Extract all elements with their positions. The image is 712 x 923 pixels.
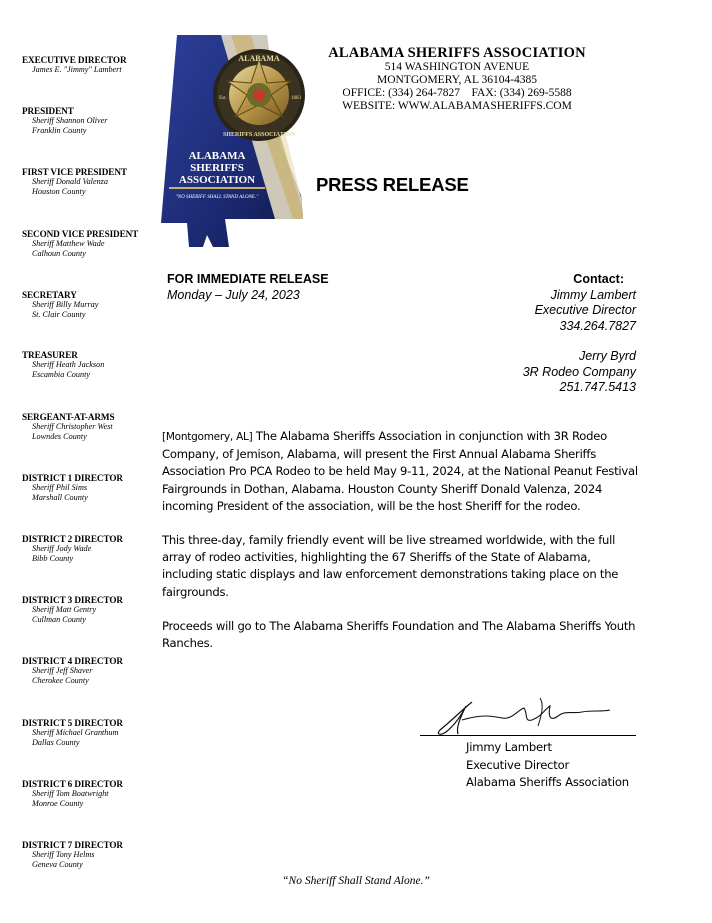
signature-line: [420, 735, 636, 736]
officer-county: Cherokee County: [32, 675, 89, 685]
officer-title: PRESIDENT: [22, 106, 74, 116]
officer-title: DISTRICT 3 DIRECTOR: [22, 595, 123, 605]
officer-title: TREASURER: [22, 350, 78, 360]
officer-entry: [22, 718, 172, 747]
officer-county: Cullman County: [32, 614, 86, 624]
officer-title: DISTRICT 5 DIRECTOR: [22, 718, 123, 728]
officer-entry: [22, 840, 172, 869]
signer-title: Executive Director: [466, 757, 570, 772]
officer-entry: [22, 473, 172, 502]
svg-text:SHERIFFS: SHERIFFS: [190, 162, 244, 174]
officer-county: Bibb County: [32, 553, 74, 563]
officer-county: St. Clair County: [32, 309, 86, 319]
officer-name: Sheriff Matthew Wade: [32, 239, 105, 248]
officer-title: DISTRICT 4 DIRECTOR: [22, 656, 123, 666]
officer-name: Sheriff Jeff Shaver: [32, 666, 93, 675]
officer-name: Sheriff Donald Valenza: [32, 177, 108, 186]
officer-county: Marshall County: [32, 492, 88, 502]
press-release-body: [162, 428, 642, 669]
contact-2-name: Jerry Byrd: [579, 349, 636, 363]
officer-name: Sheriff Shannon Oliver: [32, 116, 108, 125]
officer-name: Sheriff Billy Murray: [32, 300, 99, 309]
footer-motto: “No Sheriff Shall Stand Alone.”: [282, 875, 430, 887]
signer-organization: Alabama Sheriffs Association: [466, 775, 629, 789]
svg-text:SHERIFFS ASSOCIATION: SHERIFFS ASSOCIATION: [222, 132, 296, 138]
release-info: [167, 272, 329, 303]
paragraph-2: This three-day, family friendly event will be live streamed worldwide, with the full array of rodeo activities, highlighting the 67 Sheriffs of the State of Alabama, including static displays and law enforcement demonstrations taking place on the fairgrounds.: [162, 533, 619, 599]
officer-title: DISTRICT 7 DIRECTOR: [22, 840, 123, 850]
officer-name: Sheriff Heath Jackson: [32, 360, 105, 369]
sheriff-star-badge: [213, 49, 305, 141]
signer-name: Jimmy Lambert: [466, 740, 552, 754]
svg-text:Est.: Est.: [219, 96, 227, 101]
officer-entry: [22, 656, 172, 685]
contact-2-title: 3R Rodeo Company: [522, 364, 636, 379]
association-logo: [155, 33, 315, 259]
officer-entry: [22, 167, 172, 196]
officer-county: Dallas County: [32, 737, 80, 747]
officer-title: DISTRICT 2 DIRECTOR: [22, 534, 123, 544]
officer-entry: [22, 55, 172, 75]
officer-county: Escambia County: [32, 369, 90, 379]
address-line-1: 514 WASHINGTON AVENUE: [384, 61, 530, 73]
officer-county: Geneva County: [32, 859, 83, 869]
officer-entry: [22, 779, 172, 808]
signer-block: [466, 739, 629, 792]
address-line-2: MONTGOMERY, AL 36104-4385: [376, 74, 538, 86]
officer-county: Lowndes County: [32, 431, 87, 441]
officer-title: EXECUTIVE DIRECTOR: [22, 55, 127, 65]
release-label: FOR IMMEDIATE RELEASE: [167, 272, 329, 286]
handwritten-signature: [432, 696, 642, 738]
officer-county: Calhoun County: [32, 248, 86, 258]
officer-entry: [22, 350, 172, 379]
officer-name: Sheriff Christopher West: [32, 422, 113, 431]
contact-1-name: Jimmy Lambert: [550, 287, 636, 302]
website-line: WEBSITE: WWW.ALABAMASHERIFFS.COM: [342, 100, 572, 112]
phone-fax-line: OFFICE: (334) 264-7827 FAX: (334) 269-5588: [342, 87, 572, 99]
paragraph-1: [Montgomery, AL] The Alabama Sheriffs Association in conjunction with 3R Rodeo Company, of Jemison, Alabama, will present the First Annual Alabama Sheriffs Association Pro PCA Rodeo to be held May 9-11, 2024, at the National Peanut Festival Fairgrounds in Dothan, Alabama. Houston County Sheriff Donald Valenza, 2024 incoming President of the association, will be the host Sheriff for the rodeo.: [162, 429, 638, 513]
officer-name: Sheriff Michael Granthum: [32, 728, 119, 737]
svg-text:ASSOCIATION: ASSOCIATION: [178, 174, 256, 186]
contact-heading: Contact:: [573, 272, 624, 286]
officer-name: Sheriff Phil Sims: [32, 483, 88, 492]
svg-text:1883: 1883: [291, 96, 301, 101]
officer-entry: [22, 412, 172, 441]
release-date: Monday – July 24, 2023: [167, 287, 300, 302]
svg-text:ALABAMA: ALABAMA: [238, 54, 280, 63]
officer-name: Sheriff Tom Boatwright: [32, 789, 109, 798]
officer-entry: [22, 229, 172, 258]
paragraph-3: Proceeds will go to The Alabama Sheriffs Foundation and The Alabama Sheriffs Youth Ranches.: [162, 618, 636, 651]
contact-2-phone: 251.747.5413: [559, 380, 636, 394]
officer-county: Houston County: [32, 186, 86, 196]
officer-county: Franklin County: [32, 125, 87, 135]
contact-1-phone: 334.264.7827: [559, 318, 636, 333]
officer-entry: [22, 290, 172, 319]
officer-title: DISTRICT 1 DIRECTOR: [22, 473, 123, 483]
svg-text:ALABAMA: ALABAMA: [188, 150, 246, 162]
contact-1-title: Executive Director: [534, 303, 636, 317]
officer-title: SERGEANT-AT-ARMS: [22, 412, 115, 422]
officer-entry: [22, 534, 172, 563]
letterhead: [322, 45, 592, 113]
dateline: [Montgomery, AL]: [162, 431, 253, 443]
officer-name: Sheriff Tony Helms: [32, 850, 95, 859]
officer-entry: [22, 106, 172, 135]
officer-county: Monroe County: [32, 798, 84, 808]
officer-name: Sheriff Jody Wade: [32, 544, 92, 553]
officer-title: SECRETARY: [22, 290, 77, 300]
officer-entry: [22, 595, 172, 624]
press-release-title: PRESS RELEASE: [316, 174, 469, 195]
svg-text:"NO SHERIFF SHALL STAND ALONE.: "NO SHERIFF SHALL STAND ALONE.": [175, 195, 259, 200]
officer-title: DISTRICT 6 DIRECTOR: [22, 779, 123, 789]
organization-name: ALABAMA SHERIFFS ASSOCIATION: [328, 45, 586, 61]
officer-title: SECOND VICE PRESIDENT: [22, 229, 139, 239]
contact-block: [523, 272, 636, 396]
officer-name: James E. "Jimmy" Lambert: [32, 65, 122, 74]
officer-name: Sheriff Matt Gentry: [32, 605, 97, 614]
officer-title: FIRST VICE PRESIDENT: [22, 167, 127, 177]
